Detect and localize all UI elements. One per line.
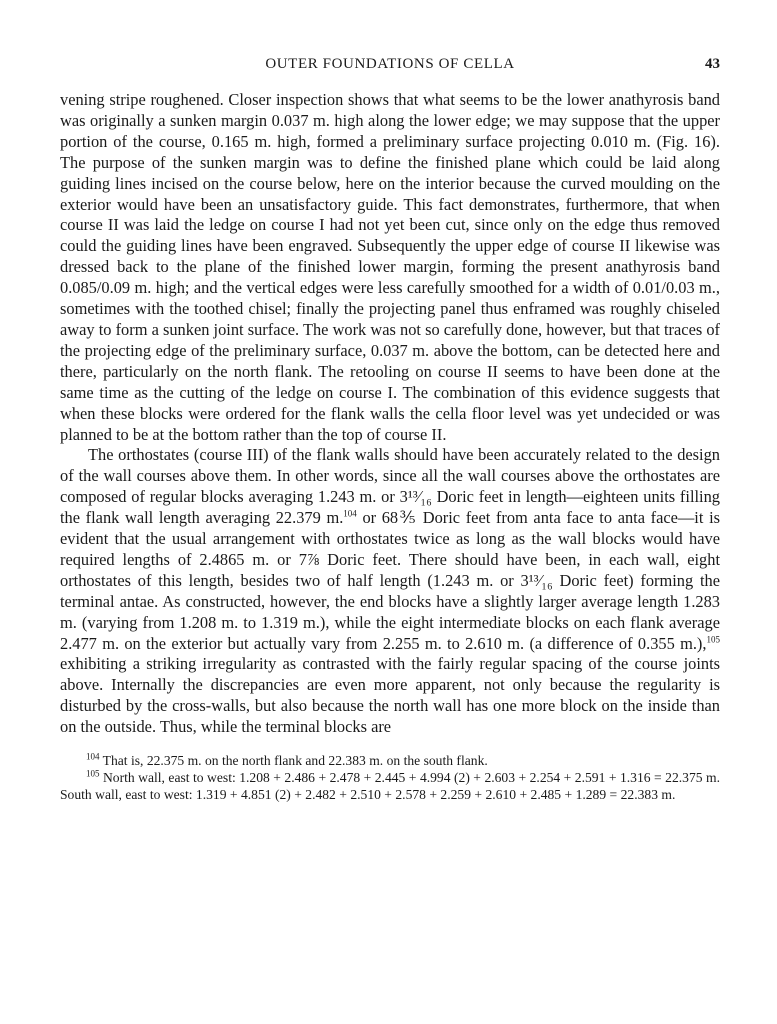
footnote-reference-105[interactable]: 105: [706, 634, 720, 645]
footnote-reference-104[interactable]: 104: [343, 508, 357, 519]
paragraph-text-part-1: The orthostates (course III) of the flank walls should have been accurately related to the design of the wall courses above them. In other words, since all the wall courses above the orthostates are composed of regular blocks averaging 1.243 m. or 3¹³⁄₁₆ Doric feet in length—eighteen units filling the flank wall length averaging 22.379 m.: [60, 445, 720, 528]
running-header: [60, 52, 720, 78]
paragraph-text-part-3: exhibiting a striking irregularity as contrasted with the fairly regular spacing of the course joints above. Internally the discrepancies are even more apparent, not only because the regularity is disturbed by the cross-walls, but also because the north wall has one more block on the inside than on the outside. Thus, while the terminal blocks are: [60, 654, 720, 737]
footnote-marker-105: 105: [86, 768, 100, 779]
footnotes: [60, 752, 720, 803]
footnote-105: [60, 769, 720, 803]
main-text: [60, 90, 720, 738]
paragraph-orthostates: [60, 445, 720, 738]
page-number: 43: [705, 56, 720, 72]
running-title: OUTER FOUNDATIONS OF CELLA: [265, 56, 515, 72]
footnote-marker-104: 104: [86, 751, 100, 762]
book-page: [60, 52, 720, 803]
footnote-text-104: That is, 22.375 m. on the north flank and 22.383 m. on the south flank.: [99, 753, 488, 769]
footnote-104: [60, 752, 720, 769]
paragraph-continued: vening stripe roughened. Closer inspection shows that what seems to be the lower anathyrosis band was originally a sunken margin 0.037 m. high along the lower edge; we may suppose that the upper portion of the course, 0.165 m. high, formed a preliminary surface projecting 0.010 m. (Fig. 16). The purpose of the sunken margin was to define the finished plane which could be laid along guiding lines incised on the course below, here on the interior because the curved moulding on the exterior would have been an unsatisfactory guide. This fact demonstrates, furthermore, that when course II was laid the ledge on course I had not yet been cut, since only on the edge thus removed could the guiding lines have been engraved. Subsequently the upper edge of course II likewise was dressed back to the plane of the finished lower margin, forming the present anathyrosis band 0.085/0.09 m. high; and the vertical edges were less carefully smoothed for a width of 0.01/0.03 m., sometimes with the toothed chisel; finally the projecting panel thus enframed was roughly chiseled away to form a sunken joint surface. The work was not so carefully done, however, but that traces of the projecting edge of the preliminary surface, 0.037 m. above the bottom, can be detected here and there, particularly on the north flank. The retooling on course II seems to have been done at the same time as the cutting of the ledge on course I. The combination of this evidence suggests that when these blocks were ordered for the flank walls the cella floor level was yet undecided or was planned to be at the bottom rather than the top of course II.: [60, 90, 720, 444]
paragraph-text-part-2: or 68⅗ Doric feet from anta face to anta face—it is evident that the usual arrangement with orthostates twice as long as the wall blocks would have required lengths of 2.4865 m. or 7⅞ Doric feet. There should have been, in each wall, eight orthostates of this length, besides two of half length (1.243 m. or 3¹³⁄₁₆ Doric feet) forming the terminal antae. As constructed, however, the end blocks have a slightly larger average length 1.283 m. (varying from 1.208 m. to 1.319 m.), while the eight intermediate blocks on each flank average 2.477 m. on the exterior but actually vary from 2.255 m. to 2.610 m. (a difference of 0.355 m.),: [60, 508, 720, 653]
footnote-text-105: North wall, east to west: 1.208 + 2.486 + 2.478 + 2.445 + 4.994 (2) + 2.603 + 2.254 + 2.591 + 1.316 = 22.375 m. South wall, east to west: 1.319 + 4.851 (2) + 2.482 + 2.510 + 2.578 + 2.259 + 2.610 + 2.485 + 1.289 = 22.383 m.: [60, 770, 720, 803]
